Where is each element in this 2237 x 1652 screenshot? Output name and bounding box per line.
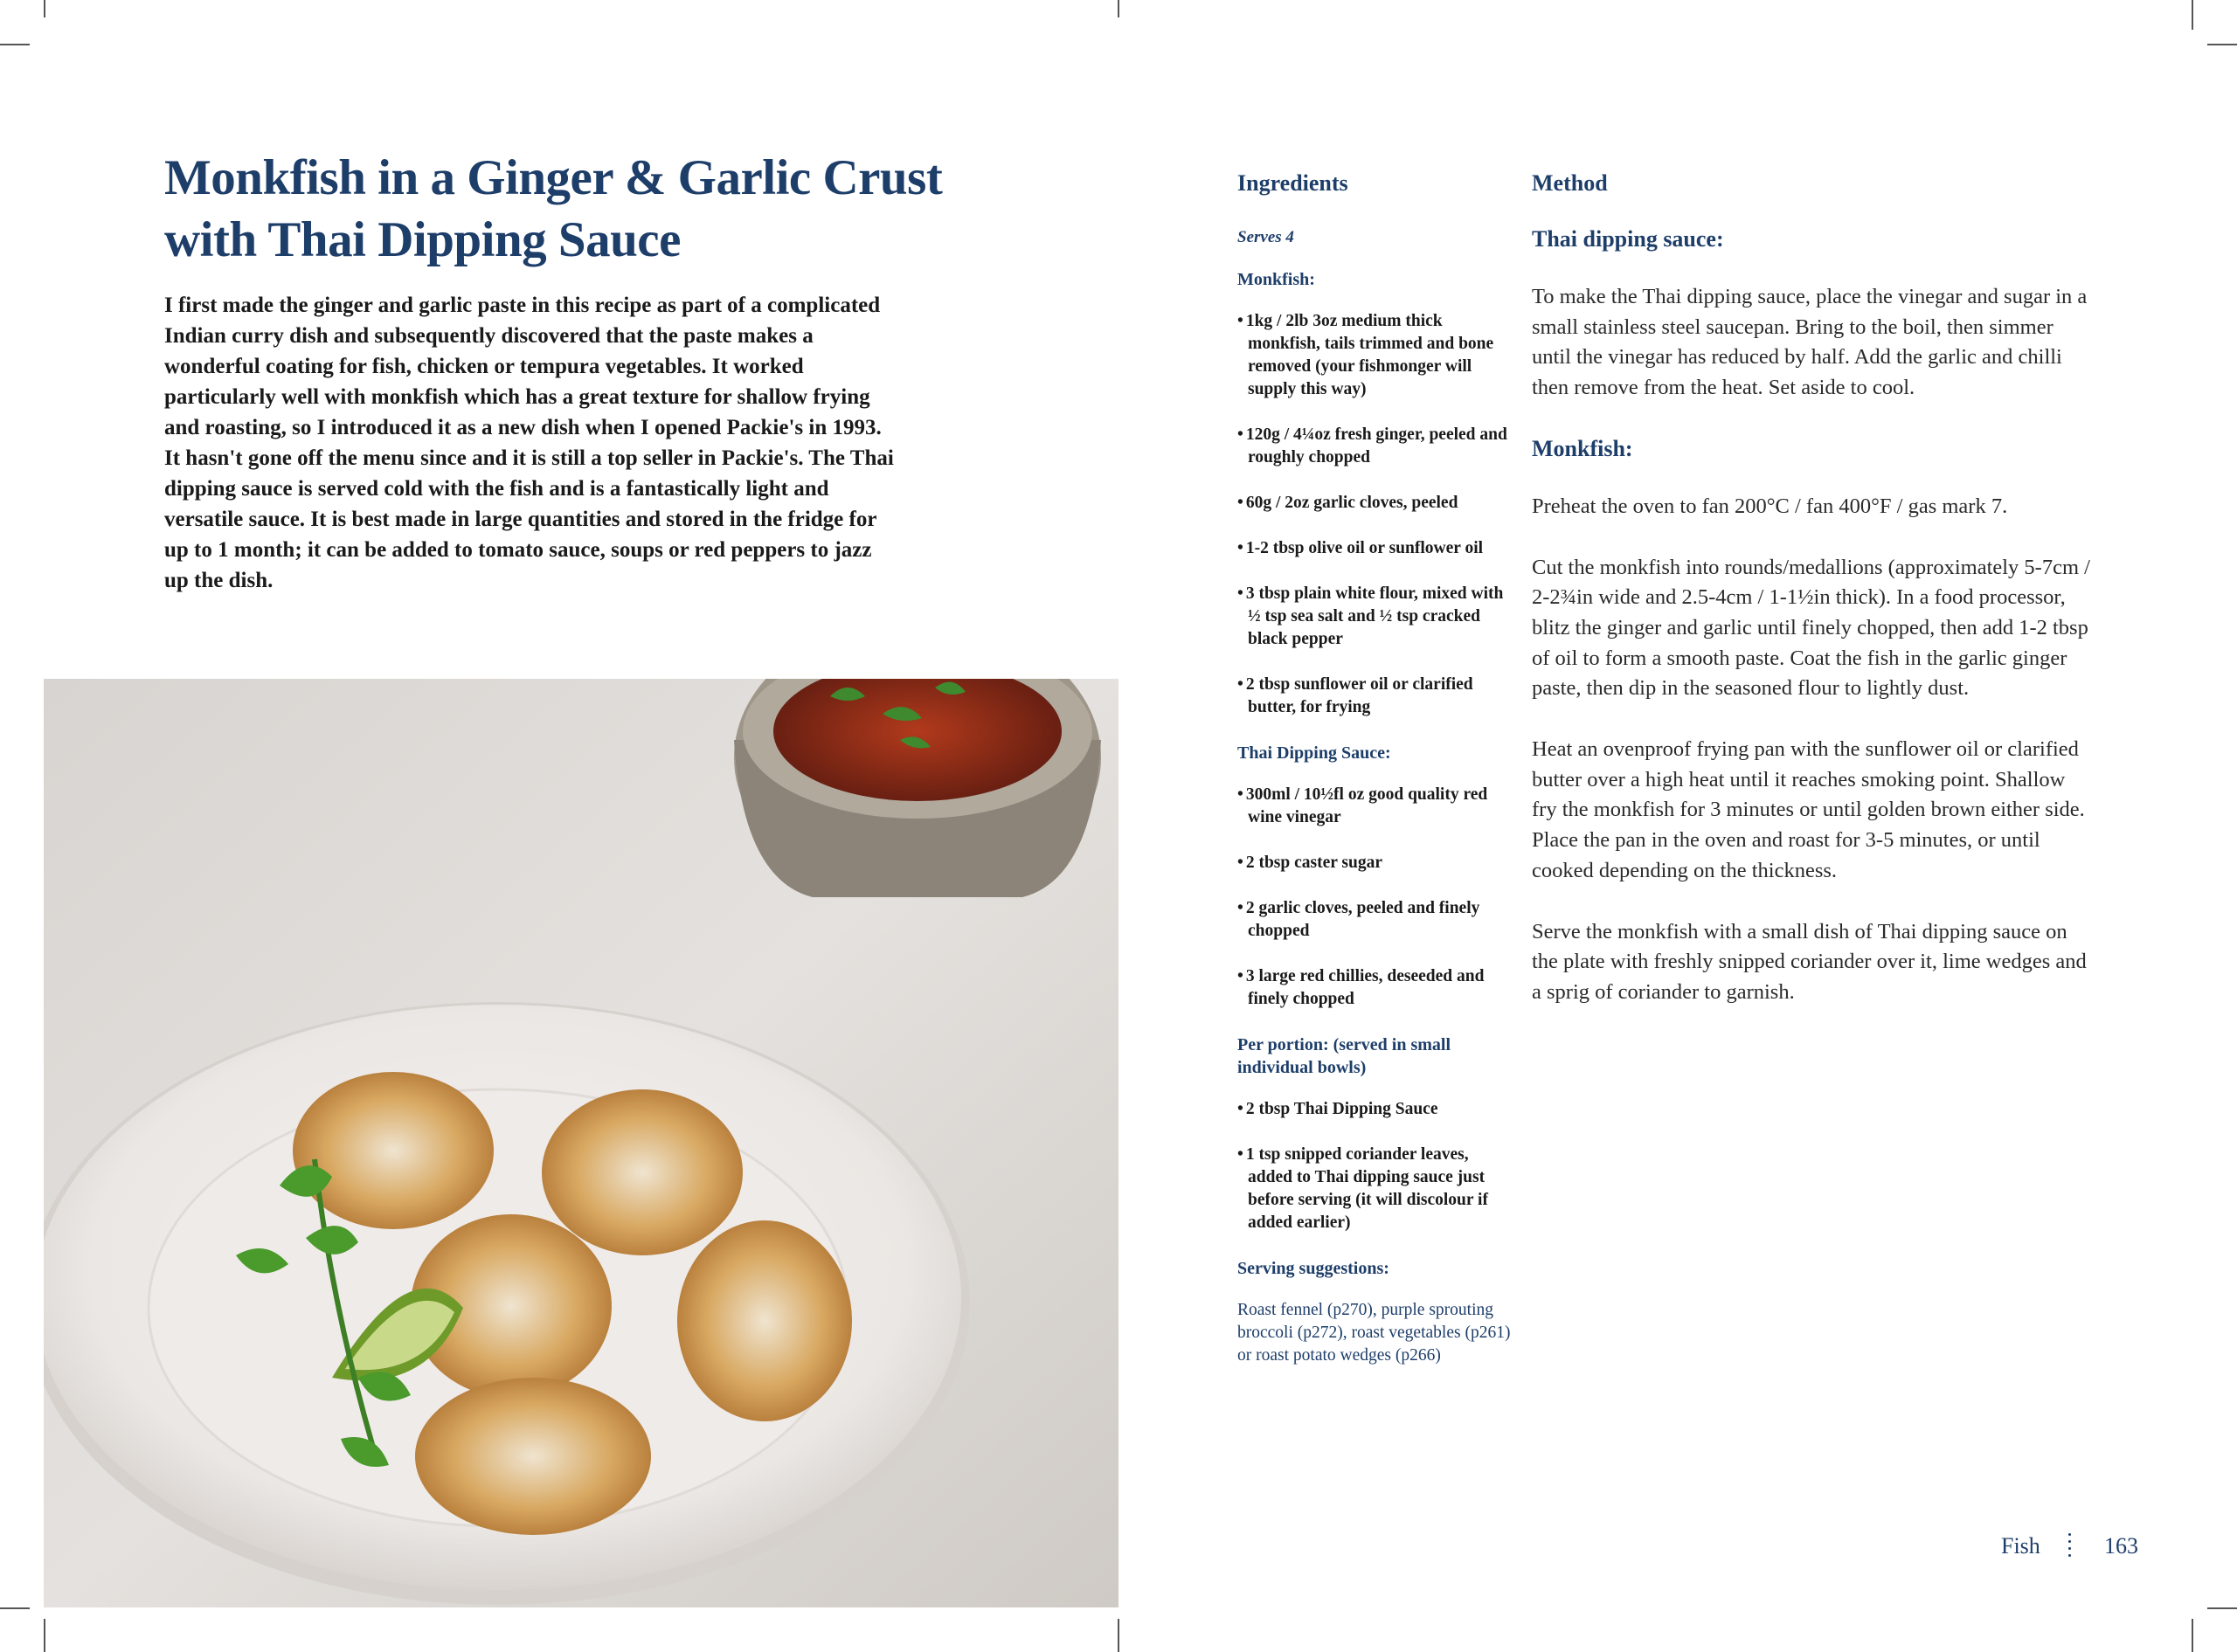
method-step: Heat an ovenproof frying pan with the sunflower oil or clarified butter over a high heat until it reaches smoking point. Shallow fry the monkfish for 3 minutes or until golden brown either side. Place the pan in the oven and roast for 3-5 minutes, or until cooked depending on the thickness. (1532, 737, 2085, 882)
ingredient-item: • 300ml / 10½fl oz good quality red wine vinegar (1237, 784, 1517, 829)
serving-suggestions-heading: Serving suggestions: (1237, 1259, 1389, 1278)
crop-mark (0, 1607, 30, 1609)
ingredient-item: • 1 tsp snipped coriander leaves, added to Thai dipping sauce just before serving (it will discolour if added earlier) (1237, 1144, 1517, 1234)
ingredient-item: • 120g / 4¼oz fresh ginger, peeled and roughly chopped (1237, 424, 1517, 469)
crop-mark (0, 44, 30, 45)
ingredient-item: • 3 large red chillies, deseeded and finely chopped (1237, 965, 1517, 1011)
crop-mark (2207, 1607, 2237, 1609)
per-portion-heading: Per portion: (served in small individual bowls) (1237, 1035, 1451, 1077)
ingredients-heading: Ingredients (1237, 170, 1348, 196)
method-step: Cut the monkfish into rounds/medallions (approximately 5-7cm / 2-2¾in wide and 2.5-4cm / 1-1½in thick). In a food processor, blitz the ginger and garlic until finely chopped, then add 1-2 tbsp of oil to form a smooth paste. Coat the fish in the garlic ginger paste, then dip in the seasoned flour to lightly dust. (1532, 555, 2090, 701)
method-step: Preheat the oven to fan 200°C / fan 400°F / gas mark 7. (1532, 494, 2008, 518)
page-footer (2001, 1533, 2176, 1568)
crop-mark (2192, 1619, 2193, 1652)
sauce-method-text: To make the Thai dipping sauce, place the vinegar and sugar in a small stainless steel saucepan. Bring to the boil, then simmer until the vinegar has reduced by half. Add the garlic and chilli then remove from the heat. Set aside to cool. (1532, 285, 2088, 400)
page-number: 163 (2104, 1533, 2138, 1559)
ingredients-column (1237, 169, 1517, 1367)
sauce-ingredients-heading: Thai Dipping Sauce: (1237, 743, 1391, 763)
intro-paragraph: I first made the ginger and garlic paste in this recipe as part of a complicated Indian curry dish and subsequently discovered that the paste makes a wonderful coating for fish, chicken or tempura vegetables. It worked particularly well with monkfish which has a great texture for shallow frying and roasting, so I introduced it as a new dish when I opened Packie's in 1993. It hasn't gone off the menu since and it is still a top seller in Packie's. The Thai dipping sauce is served cold with the fish and is a fantastically light and versatile sauce. It is best made in large quantities and stored in the fridge for up to 1 month; it can be added to tomato sauce, soups or red peppers to jazz up the dish. (164, 294, 894, 592)
crop-mark (1118, 1619, 1119, 1652)
ingredient-item: • 1-2 tbsp olive oil or sunflower oil (1237, 537, 1517, 560)
ingredient-item: • 60g / 2oz garlic cloves, peeled (1237, 492, 1517, 515)
ingredient-item: • 2 garlic cloves, peeled and finely chopped (1237, 897, 1517, 943)
monkfish-ingredient-list (1237, 310, 1517, 719)
method-step: Serve the monkfish with a small dish of Thai dipping sauce on the plate with freshly snipped coriander over it, lime wedges and a sprig of coriander to garnish. (1532, 919, 2087, 1004)
ingredient-item: • 3 tbsp plain white flour, mixed with ½ tsp sea salt and ½ tsp cracked black pepper (1237, 583, 1517, 651)
serving-suggestions-text: Roast fennel (p270), purple sprouting broccoli (p272), roast vegetables (p261) or roast potato wedges (p266) (1237, 1301, 1511, 1365)
recipe-title (164, 147, 951, 271)
crop-mark (2207, 44, 2237, 45)
footer-divider-dots (2068, 1533, 2072, 1563)
method-heading: Method (1532, 170, 1608, 196)
ingredient-item: • 1kg / 2lb 3oz medium thick monkfish, tails trimmed and bone removed (your fishmonger will supply this way) (1237, 310, 1517, 401)
sauce-ingredient-list (1237, 784, 1517, 1011)
portion-ingredient-list (1237, 1098, 1517, 1234)
sauce-method-heading: Thai dipping sauce: (1532, 226, 1724, 252)
ingredient-item: • 2 tbsp caster sugar (1237, 852, 1517, 874)
ingredient-item: • 2 tbsp Thai Dipping Sauce (1237, 1098, 1517, 1121)
ingredient-item: • 2 tbsp sunflower oil or clarified butter, for frying (1237, 674, 1517, 719)
serves-label: Serves 4 (1237, 228, 1294, 246)
crop-mark (44, 0, 45, 17)
monkfish-method-heading: Monkfish: (1532, 435, 1633, 461)
method-column (1532, 169, 2091, 1039)
recipe-title-line: Monkfish in a Ginger & Garlic Crust (164, 150, 943, 205)
crop-mark (44, 1619, 45, 1652)
monkfish-ingredients-heading: Monkfish: (1237, 270, 1315, 289)
recipe-title-line: with Thai Dipping Sauce (164, 212, 681, 267)
recipe-photo (44, 679, 1118, 1607)
crop-mark (2192, 0, 2193, 30)
crop-mark (1118, 0, 1119, 17)
section-name: Fish (2001, 1533, 2040, 1559)
